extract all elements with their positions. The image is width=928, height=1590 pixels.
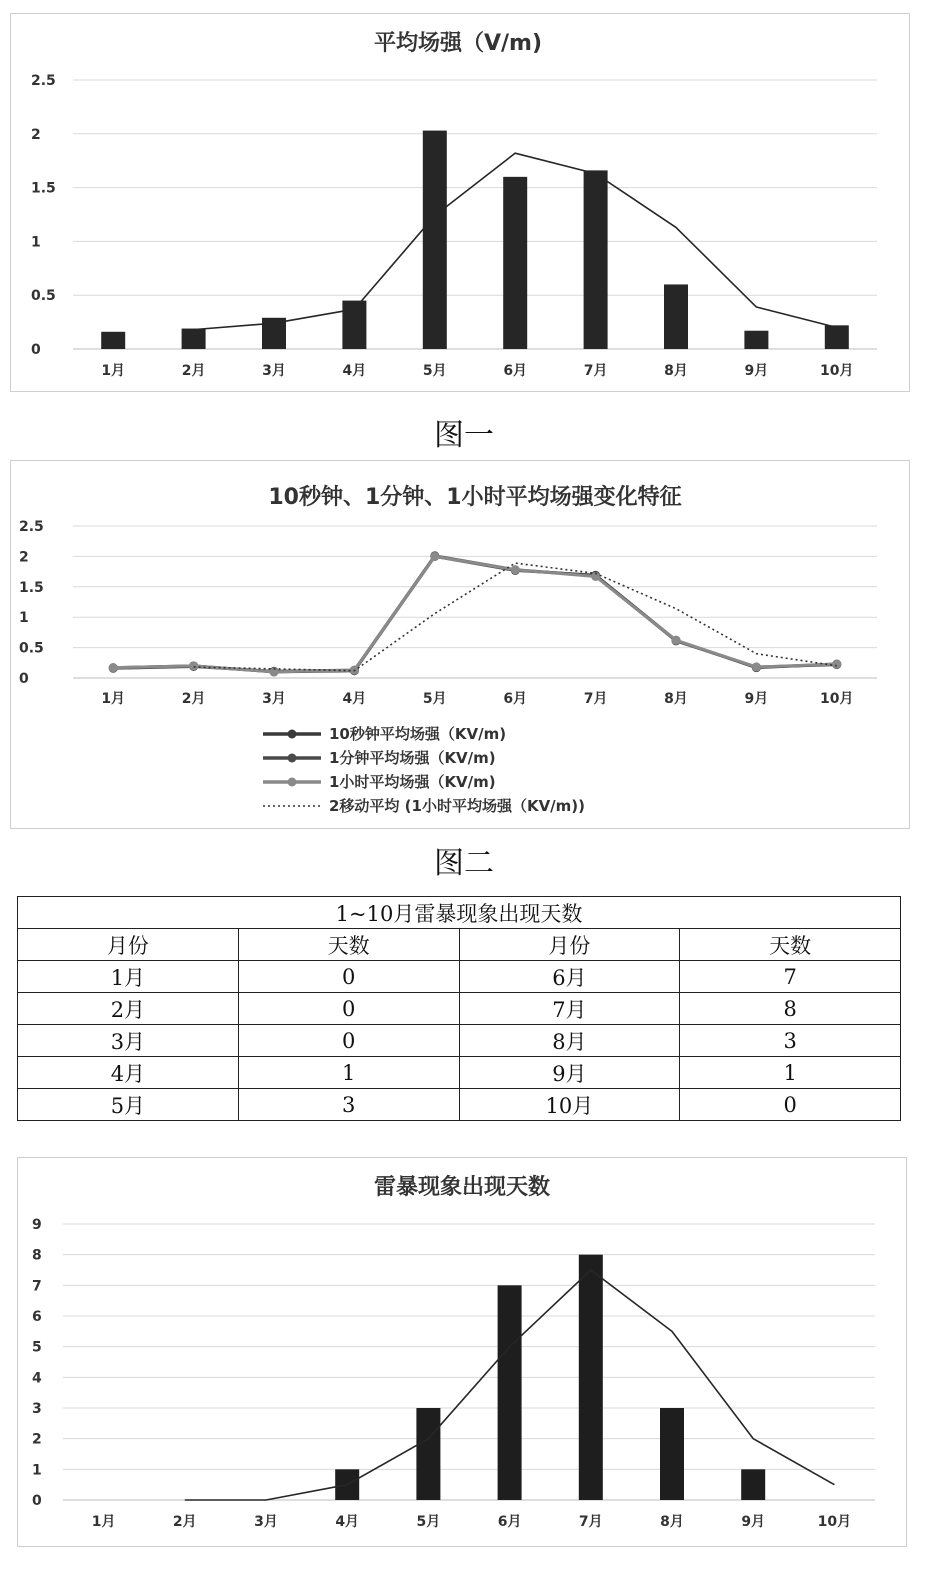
chart2-svg — [11, 461, 909, 828]
y-tick-label: 7 — [32, 1278, 42, 1295]
bar — [660, 1408, 684, 1500]
x-tick-label: 1月 — [101, 363, 126, 379]
bar — [182, 329, 206, 349]
y-tick-label: 8 — [32, 1247, 42, 1264]
table-title: 1~10月雷暴现象出现天数 — [18, 897, 901, 929]
figure1-caption: 图一 — [434, 418, 494, 453]
table-row — [18, 1089, 901, 1121]
y-tick-label: 0 — [32, 1493, 42, 1509]
bar — [579, 1255, 603, 1500]
table-row — [18, 993, 901, 1025]
x-tick-label: 2月 — [172, 1514, 197, 1530]
table-cell: 2月 — [18, 993, 239, 1025]
legend-label: 2移动平均 (1小时平均场强（KV/m)) — [329, 797, 586, 815]
table-row — [18, 1057, 901, 1089]
legend-marker — [288, 778, 297, 787]
bar — [744, 331, 768, 349]
bar — [423, 131, 447, 349]
table-cell: 3月 — [18, 1025, 239, 1057]
table-cell: 5月 — [18, 1089, 239, 1121]
x-tick-label: 2月 — [181, 363, 206, 379]
thunderstorm-table — [17, 896, 901, 1121]
x-tick-label: 8月 — [660, 1514, 684, 1530]
y-tick-label: 2 — [19, 549, 29, 566]
y-tick-label: 5 — [32, 1339, 42, 1356]
chart3-panel — [17, 1157, 907, 1547]
y-tick-label: 0 — [31, 342, 41, 358]
chart2-panel — [10, 460, 910, 829]
x-tick-label: 3月 — [254, 1514, 278, 1530]
x-tick-label: 4月 — [342, 363, 367, 379]
y-tick-label: 1.5 — [31, 180, 56, 197]
x-tick-label: 7月 — [583, 363, 608, 379]
series-line — [113, 556, 837, 672]
bar — [498, 1285, 522, 1500]
x-tick-label: 9月 — [744, 363, 769, 379]
x-tick-label: 5月 — [422, 363, 447, 379]
y-tick-label: 1 — [31, 234, 41, 251]
chart3-svg — [18, 1158, 906, 1546]
table-cell: 0 — [238, 993, 459, 1025]
table-cell: 3 — [680, 1025, 901, 1057]
table-cell: 7月 — [459, 993, 680, 1025]
y-tick-label: 4 — [32, 1370, 42, 1387]
y-tick-label: 6 — [32, 1309, 42, 1325]
table-row — [18, 1025, 901, 1057]
bar — [664, 284, 688, 349]
chart-title: 10秒钟、1分钟、1小时平均场强变化特征 — [268, 485, 682, 510]
series-marker — [832, 660, 841, 669]
bar — [101, 332, 125, 349]
table-header-cell: 天数 — [238, 929, 459, 961]
y-tick-label: 0.5 — [31, 288, 56, 305]
y-tick-label: 1.5 — [19, 579, 44, 596]
table-cell: 0 — [238, 961, 459, 993]
bar — [825, 325, 849, 349]
x-tick-label: 7月 — [578, 1514, 603, 1530]
series-marker — [430, 552, 439, 561]
table-cell: 7 — [680, 961, 901, 993]
y-tick-label: 0.5 — [19, 640, 44, 657]
legend-label: 1小时平均场强（KV/m) — [329, 773, 496, 791]
bar — [741, 1469, 765, 1500]
series-line — [113, 556, 837, 672]
legend-marker — [288, 754, 297, 763]
x-tick-label: 2月 — [181, 691, 206, 707]
table-cell: 1 — [238, 1057, 459, 1089]
table-header-cell: 天数 — [680, 929, 901, 961]
x-tick-label: 3月 — [262, 363, 286, 379]
chart-title: 平均场强（V/m) — [373, 31, 543, 56]
y-tick-label: 9 — [32, 1217, 42, 1233]
bar — [416, 1408, 440, 1500]
series-line — [113, 556, 837, 672]
chart-title: 雷暴现象出现天数 — [373, 1175, 551, 1200]
series-marker — [672, 636, 681, 645]
y-tick-label: 0 — [19, 671, 29, 687]
x-tick-label: 4月 — [335, 1514, 360, 1530]
y-tick-label: 2.5 — [31, 73, 56, 89]
table-cell: 1 — [680, 1057, 901, 1089]
table-cell: 1月 — [18, 961, 239, 993]
series-marker — [752, 663, 761, 672]
x-tick-label: 5月 — [416, 1514, 441, 1530]
y-tick-label: 1 — [32, 1462, 42, 1479]
table-cell: 4月 — [18, 1057, 239, 1089]
x-tick-label: 10月 — [820, 363, 854, 379]
table-cell: 0 — [238, 1025, 459, 1057]
x-tick-label: 7月 — [583, 691, 608, 707]
table-header-cell: 月份 — [18, 929, 239, 961]
x-tick-label: 6月 — [503, 691, 528, 707]
table-cell: 10月 — [459, 1089, 680, 1121]
series-marker — [109, 663, 118, 672]
figure2-caption: 图二 — [434, 846, 494, 881]
x-tick-label: 3月 — [262, 691, 286, 707]
table-cell: 6月 — [459, 961, 680, 993]
bar — [342, 301, 366, 349]
x-tick-label: 5月 — [422, 691, 447, 707]
x-tick-label: 6月 — [497, 1514, 522, 1530]
table-cell: 8月 — [459, 1025, 680, 1057]
chart1-panel — [10, 13, 910, 392]
legend-label: 1分钟平均场强（KV/m) — [329, 749, 496, 767]
x-tick-label: 6月 — [503, 363, 528, 379]
x-tick-label: 1月 — [91, 1514, 116, 1530]
x-tick-label: 9月 — [744, 691, 769, 707]
table-row — [18, 961, 901, 993]
table-header-row — [18, 929, 901, 961]
bar — [503, 177, 527, 349]
series-marker — [189, 661, 198, 670]
x-tick-label: 10月 — [817, 1514, 852, 1530]
table-header-cell: 月份 — [459, 929, 680, 961]
bar — [584, 170, 608, 349]
series-marker — [511, 565, 520, 574]
y-tick-label: 2.5 — [19, 519, 44, 535]
table-cell: 0 — [680, 1089, 901, 1121]
x-tick-label: 8月 — [664, 691, 688, 707]
x-tick-label: 8月 — [664, 363, 688, 379]
x-tick-label: 10月 — [820, 691, 854, 707]
chart1-svg — [11, 14, 909, 391]
y-tick-label: 3 — [32, 1401, 42, 1417]
legend-label: 10秒钟平均场强（KV/m) — [329, 725, 507, 743]
table-cell: 8 — [680, 993, 901, 1025]
y-tick-label: 2 — [31, 126, 41, 143]
x-tick-label: 1月 — [101, 691, 126, 707]
table-cell: 9月 — [459, 1057, 680, 1089]
table-cell: 3 — [238, 1089, 459, 1121]
legend-marker — [288, 730, 297, 739]
y-tick-label: 2 — [32, 1431, 42, 1448]
x-tick-label: 4月 — [342, 691, 367, 707]
x-tick-label: 9月 — [741, 1514, 766, 1530]
y-tick-label: 1 — [19, 610, 29, 627]
